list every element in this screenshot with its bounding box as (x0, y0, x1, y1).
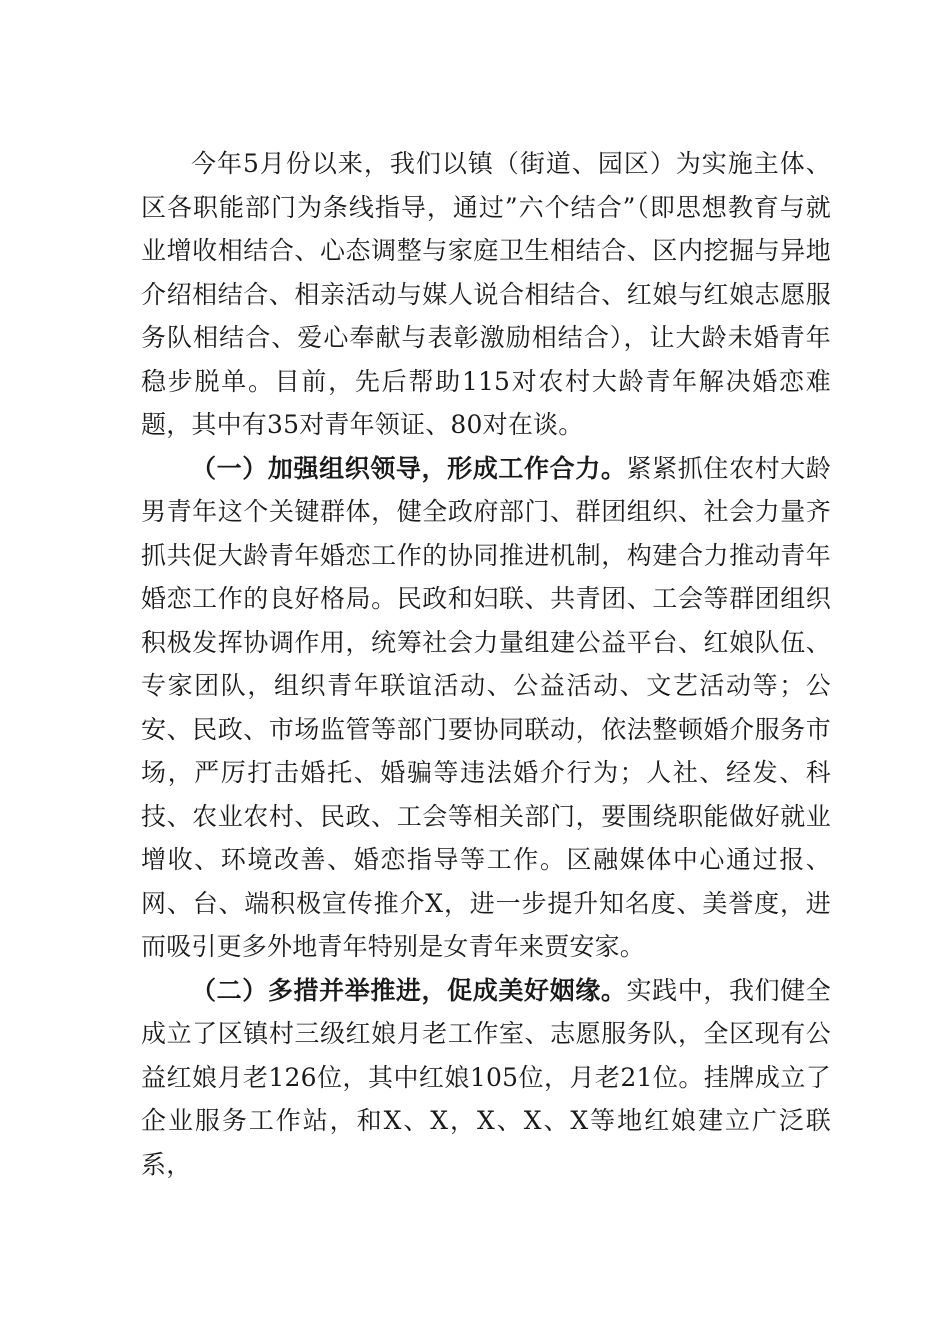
section-two-text: 实践中，我们健全成立了区镇村三级红娘月老工作室、志愿服务队，全区现有公益红娘月老126位，其中红娘105位，月老21位。挂牌成立了企业服务工作站，和X、X，X、X、X等地红娘建立广泛联系， (141, 975, 831, 1179)
section-two-paragraph (141, 969, 831, 1187)
intro-paragraph-text: 今年5月份以来，我们以镇（街道、园区）为实施主体、区各职能部门为条线指导，通过”六个结合”（即思想教育与就业增收相结合、心态调整与家庭卫生相结合、区内挖掘与异地介绍相结合、相亲活动与媒人说合相结合、红娘与红娘志愿服务队相结合、爱心奉献与表彰激励相结合），让大龄未婚青年稳步脱单。目前，先后帮助115对农村大龄青年解决婚恋难题，其中有35对青年领证、80对在谈。 (141, 149, 831, 439)
document-body (141, 142, 831, 1186)
section-one-text: 紧紧抓住农村大龄男青年这个关键群体，健全政府部门、群团组织、社会力量齐抓共促大龄青年婚恋工作的协同推进机制，构建合力推动青年婚恋工作的良好格局。民政和妇联、共青团、工会等群团组织积极发挥协调作用，统筹社会力量组建公益平台、红娘队伍、专家团队，组织青年联谊活动、公益活动、文艺活动等；公安、民政、市场监管等部门要协同联动，依法整顿婚介服务市场，严厉打击婚托、婚骗等违法婚介行为；人社、经发、科技、农业农村、民政、工会等相关部门，要围绕职能做好就业增收、环境改善、婚恋指导等工作。区融媒体中心通过报、网、台、端积极宣传推介X，进一步提升知名度、美誉度，进而吸引更多外地青年特别是女青年来贾安家。 (141, 453, 831, 961)
section-one-heading: （一）加强组织领导，形成工作合力。 (191, 453, 627, 483)
section-two-heading: （二）多措并举推进，促成美好姻缘。 (191, 975, 627, 1005)
section-one-paragraph (141, 447, 831, 969)
intro-paragraph (141, 142, 831, 447)
